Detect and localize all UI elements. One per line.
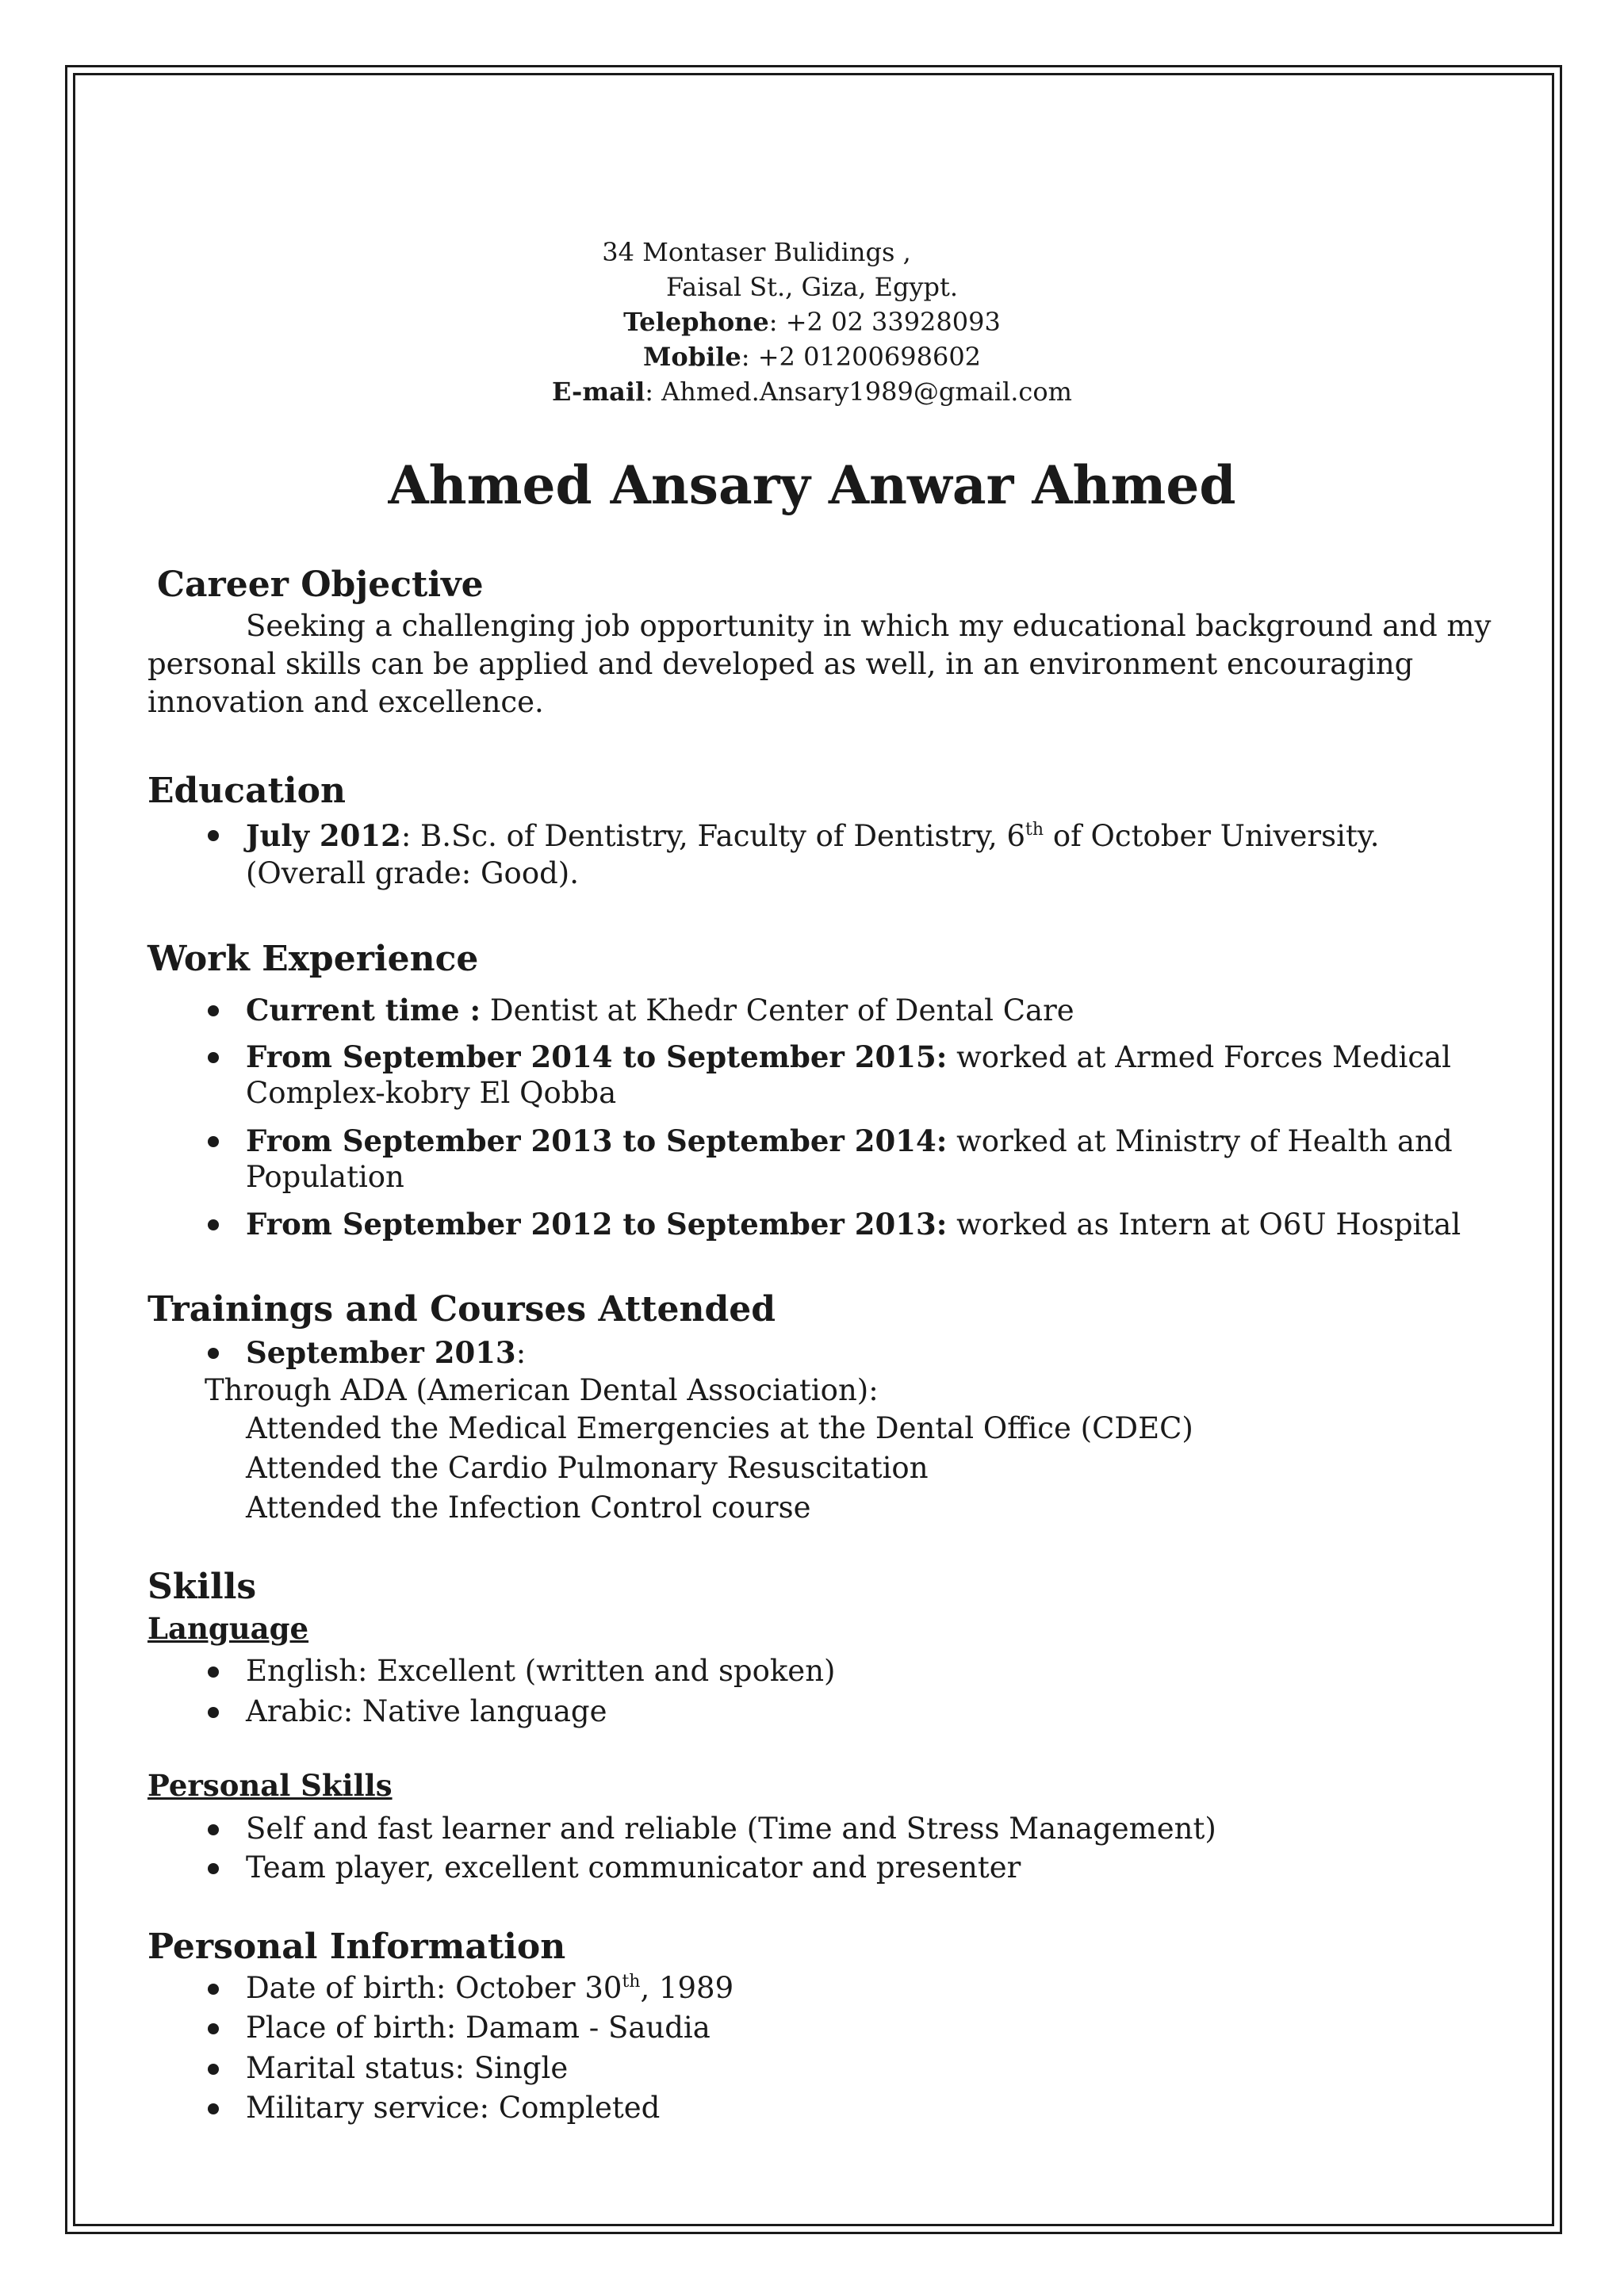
language-bullet-2 xyxy=(208,1707,219,1718)
trainings-date-line xyxy=(246,1334,526,1372)
work-bullet-3 xyxy=(208,1136,219,1147)
personal-skill-bullet-1 xyxy=(208,1824,219,1835)
telephone-value: : +2 02 33928093 xyxy=(768,307,1001,337)
work-bullet-4 xyxy=(208,1219,219,1230)
mobile-value: : +2 01200698602 xyxy=(741,342,982,372)
trainings-bullet xyxy=(208,1348,219,1359)
trainings-date-suffix: : xyxy=(515,1336,527,1370)
candidate-name: Ahmed Ansary Anwar Ahmed xyxy=(388,454,1236,516)
dob-suffix: , 1989 xyxy=(640,1971,734,2005)
work-item-4-label: From September 2012 to September 2013: xyxy=(246,1207,948,1242)
work-item-2-label: From September 2014 to September 2015: xyxy=(246,1039,948,1074)
work-item-3-label: From September 2013 to September 2014: xyxy=(246,1123,948,1158)
career-objective-line-3: innovation and excellence. xyxy=(147,685,544,719)
education-date: July 2012 xyxy=(246,818,401,853)
language-subheading: Language xyxy=(147,1611,309,1646)
language-item-1: English: Excellent (written and spoken) xyxy=(246,1654,836,1688)
education-item-line-2: (Overall grade: Good). xyxy=(246,856,579,890)
education-bullet xyxy=(208,830,219,841)
work-item-3-line-2: Population xyxy=(246,1160,404,1194)
training-course-1: Attended the Medical Emergencies at the Dental Office (CDEC) xyxy=(246,1411,1193,1445)
career-objective-heading: Career Objective xyxy=(157,564,484,605)
personal-skills-subheading: Personal Skills xyxy=(147,1768,393,1803)
work-item-4-text: worked as Intern at O6U Hospital xyxy=(947,1207,1461,1242)
personal-info-bullet-2 xyxy=(208,2023,219,2034)
personal-skill-2: Team player, excellent communicator and presenter xyxy=(246,1850,1021,1885)
mobile-line xyxy=(0,339,1624,374)
work-item-2-line-2: Complex-kobry El Qobba xyxy=(246,1076,617,1110)
work-experience-heading: Work Experience xyxy=(147,939,479,979)
personal-info-item-1: Place of birth: Damam - Saudia xyxy=(246,2011,710,2045)
work-bullet-1 xyxy=(208,1005,219,1016)
career-objective-line-2: personal skills can be applied and developed as well, in an environment encouraging xyxy=(147,647,1414,681)
education-item xyxy=(246,817,1380,855)
personal-info-bullet-1 xyxy=(208,1984,219,1995)
personal-info-dob xyxy=(246,1969,733,2007)
dob-sup: th xyxy=(622,1972,641,1992)
personal-info-bullet-3 xyxy=(208,2064,219,2075)
skills-heading: Skills xyxy=(147,1567,257,1607)
work-item-1-label: Current time : xyxy=(246,993,481,1027)
trainings-through: Through ADA (American Dental Association): xyxy=(205,1373,879,1407)
address-line-2: Faisal St., Giza, Egypt. xyxy=(665,272,959,302)
email-line xyxy=(0,374,1624,409)
language-bullet-1 xyxy=(208,1667,219,1678)
personal-info-item-3: Military service: Completed xyxy=(246,2091,661,2125)
email-value: : Ahmed.Ansary1989@gmail.com xyxy=(645,377,1072,407)
education-text-after-sup: of October University. xyxy=(1044,819,1380,853)
trainings-date: September 2013 xyxy=(246,1335,516,1370)
education-heading: Education xyxy=(147,771,346,811)
personal-skill-1: Self and fast learner and reliable (Time and Stress Management) xyxy=(246,1812,1216,1846)
language-item-2: Arabic: Native language xyxy=(246,1694,607,1728)
training-course-3: Attended the Infection Control course xyxy=(246,1490,811,1525)
work-item-3-text: worked at Ministry of Health and xyxy=(947,1124,1453,1158)
career-objective-line-1: Seeking a challenging job opportunity in which my educational background and my xyxy=(246,609,1492,643)
dob-prefix: Date of birth: October 30 xyxy=(246,1971,622,2005)
work-bullet-2 xyxy=(208,1052,219,1063)
education-sup: th xyxy=(1025,820,1044,840)
education-text-before-sup: : B.Sc. of Dentistry, Faculty of Dentistry, 6 xyxy=(400,819,1026,853)
work-item-4 xyxy=(246,1205,1461,1244)
work-item-1 xyxy=(246,991,1074,1030)
work-item-3 xyxy=(246,1122,1453,1161)
mobile-label: Mobile xyxy=(642,342,741,372)
personal-skill-bullet-2 xyxy=(208,1863,219,1874)
telephone-label: Telephone xyxy=(623,307,769,337)
work-item-2-text: worked at Armed Forces Medical xyxy=(947,1040,1451,1074)
email-label: E-mail xyxy=(552,377,645,407)
training-course-2: Attended the Cardio Pulmonary Resuscitation xyxy=(246,1451,929,1485)
work-item-2 xyxy=(246,1038,1451,1077)
trainings-heading: Trainings and Courses Attended xyxy=(147,1289,776,1330)
work-item-1-text: Dentist at Khedr Center of Dental Care xyxy=(481,993,1074,1027)
telephone-line xyxy=(0,304,1624,339)
personal-info-item-2: Marital status: Single xyxy=(246,2051,569,2085)
personal-information-heading: Personal Information xyxy=(147,1927,566,1967)
personal-info-bullet-4 xyxy=(208,2103,219,2114)
address-line-1: 34 Montaser Bulidings , xyxy=(602,237,911,267)
